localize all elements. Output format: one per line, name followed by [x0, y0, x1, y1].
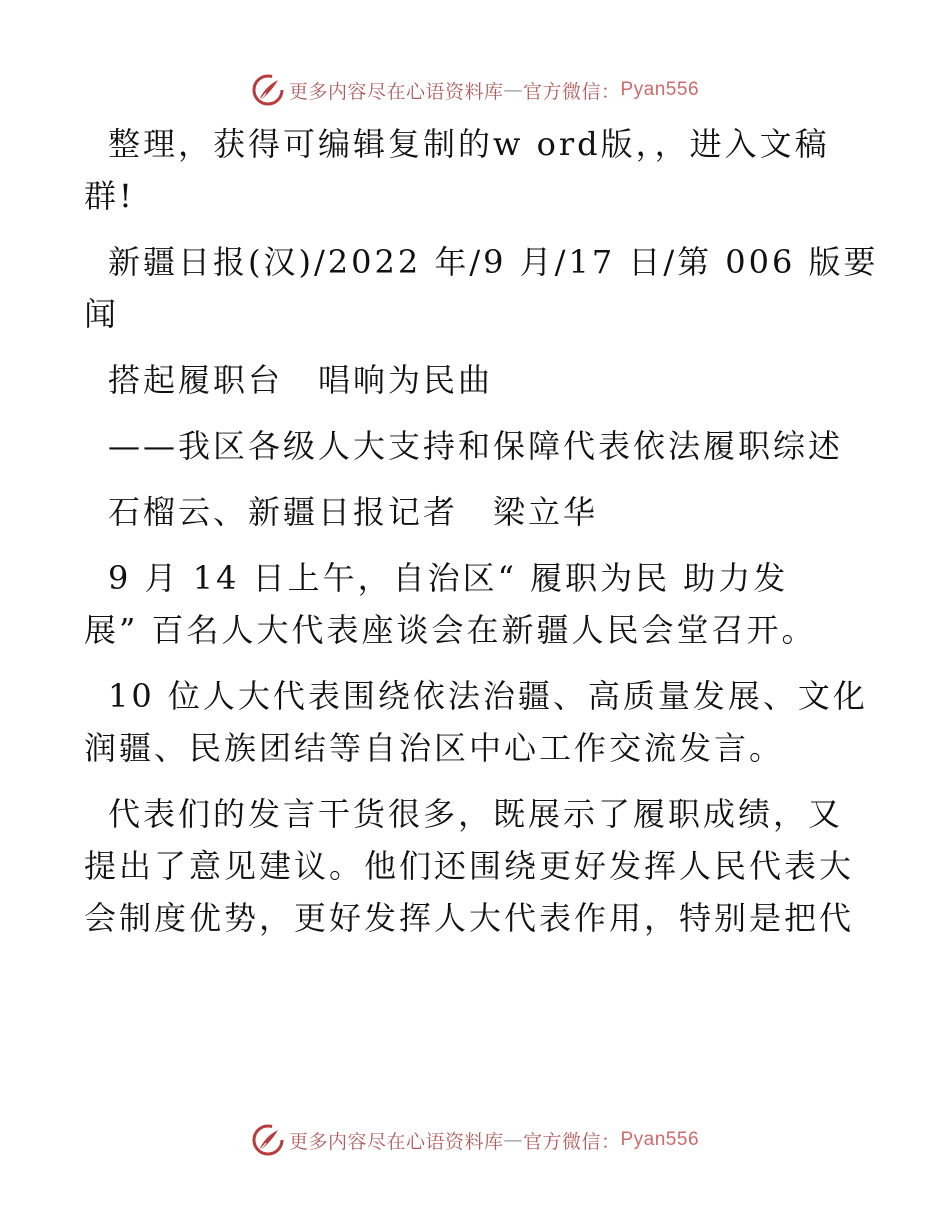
body-paragraph: [84, 788, 856, 944]
watermark-contact-value: Pyan556: [620, 1129, 700, 1150]
watermark-site-text: 更多内容尽在心语资料库: [288, 80, 504, 103]
watermark-separator: —: [503, 1129, 523, 1151]
watermark-footer: [0, 1120, 950, 1160]
text-line: 代表们的发言干货很多，既展示了履职成绩，又: [108, 795, 844, 833]
watermark-contact-label: 官方微信：: [522, 1130, 621, 1153]
watermark-site-text: 更多内容尽在心语资料库: [288, 1130, 504, 1153]
text-line: 闻: [84, 295, 120, 333]
text-line: 9 月 14 日上午，自治区“ 履职为民 助力发: [108, 559, 789, 597]
intro-paragraph: [84, 118, 856, 222]
quill-logo-icon: [251, 73, 285, 107]
text-line: 搭起履职台 唱响为民曲: [108, 361, 494, 399]
text-line: 展” 百名人大代表座谈会在新疆人民会堂召开。: [84, 611, 817, 649]
source-line: [84, 236, 879, 340]
byline: [96, 486, 856, 538]
text-line: 10 位人大代表围绕依法治疆、高质量发展、文化: [108, 677, 868, 715]
text-line: 新疆日报(汉)/2022 年/9 月/17 日/第 006 版要: [108, 243, 879, 281]
text-line: 群!: [84, 177, 135, 215]
body-paragraph: [84, 552, 856, 656]
text-line: 石榴云、新疆日报记者 梁立华: [108, 493, 599, 531]
body-paragraph: [84, 670, 868, 774]
article-subtitle: [96, 420, 856, 472]
quill-logo-icon: [251, 1123, 285, 1157]
watermark-separator: —: [503, 79, 523, 101]
watermark-contact-label: 官方微信：: [522, 80, 621, 103]
document-body: [84, 118, 879, 958]
text-line: ——我区各级人大支持和保障代表依法履职综述: [108, 427, 844, 465]
watermark-header: [0, 70, 950, 110]
text-line: 会制度优势，更好发挥人大代表作用，特别是把代: [84, 899, 855, 937]
text-line: 整理，获得可编辑复制的w ord版，，进入文稿: [108, 125, 830, 163]
watermark-contact-value: Pyan556: [620, 79, 700, 100]
article-title: [96, 354, 856, 406]
text-line: 提出了意见建议。他们还围绕更好发挥人民代表大: [84, 847, 855, 885]
text-line: 润疆、民族团结等自治区中心工作交流发言。: [84, 729, 785, 767]
